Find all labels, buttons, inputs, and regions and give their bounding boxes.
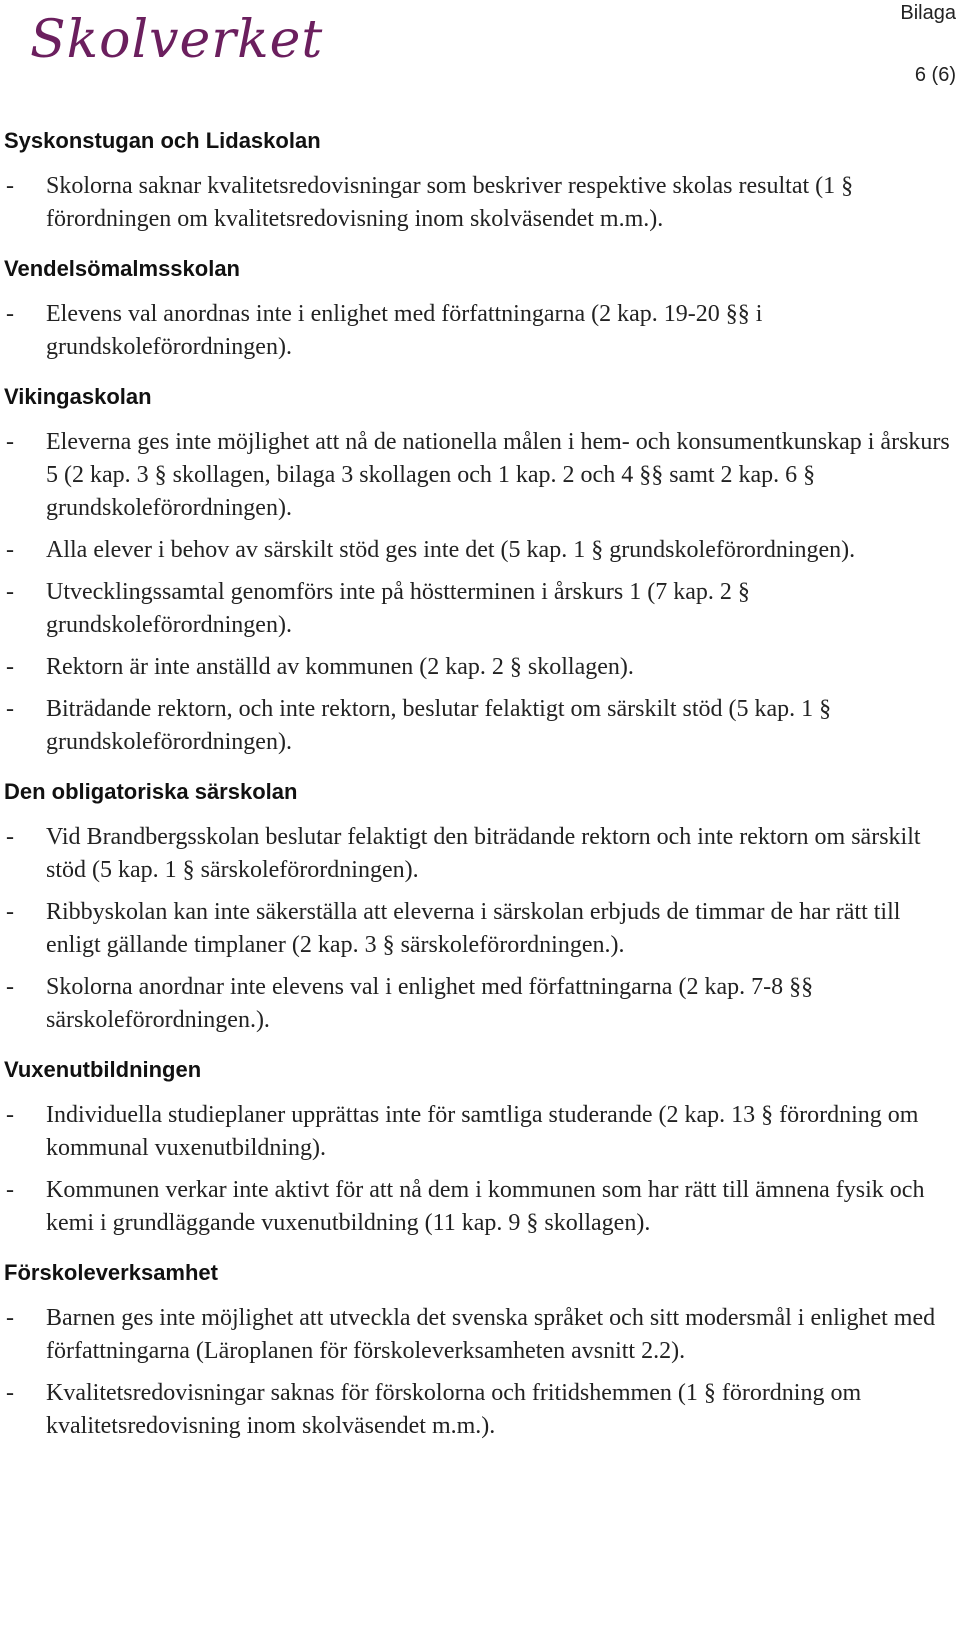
section-title: Förskoleverksamhet [4, 1260, 218, 1285]
section-title: Vendelsömalmsskolan [4, 256, 240, 281]
list-item: - Eleverna ges inte möjlighet att nå de nationella målen i hem- och konsumentkunskap i årskurs 5 (2 kap. 3 § skollagen, bilaga 3 skollagen och 1 kap. 2 och 4 §§ samt 2 kap. 6 § grundskoleförordningen). [4, 426, 954, 525]
section [4, 256, 954, 364]
finding-list [4, 821, 954, 1037]
page-header [0, 0, 960, 110]
section-title: Vuxenutbildningen [4, 1057, 202, 1082]
list-item: - Ribbyskolan kan inte säkerställa att eleverna i särskolan erbjuds de timmar de har rätt till enligt gällande timplaner (2 kap. 3 § särskoleförordningen.). [4, 896, 954, 962]
section [4, 1057, 954, 1240]
finding-list [4, 426, 954, 759]
list-item: - Individuella studieplaner upprättas inte för samtliga studerande (2 kap. 13 § förordning om kommunal vuxenutbildning). [4, 1099, 954, 1165]
list-item: - Kvalitetsredovisningar saknas för förskolorna och fritidshemmen (1 § förordning om kvalitetsredovisning inom skolväsendet m.m.). [4, 1377, 954, 1443]
section [4, 128, 954, 236]
list-item: - Kommunen verkar inte aktivt för att nå dem i kommunen som har rätt till ämnena fysik och kemi i grundläggande vuxenutbildning (11 kap. 9 § skollagen). [4, 1174, 954, 1240]
section [4, 384, 954, 759]
list-item: - Rektorn är inte anställd av kommunen (2 kap. 2 § skollagen). [4, 651, 954, 684]
section [4, 779, 954, 1037]
section-title: Syskonstugan och Lidaskolan [4, 128, 321, 153]
finding-list [4, 170, 954, 236]
list-item: - Skolorna saknar kvalitetsredovisningar som beskriver respektive skolas resultat (1 § förordningen om kvalitetsredovisning inom skolväsendet m.m.). [4, 170, 954, 236]
finding-list [4, 1099, 954, 1240]
list-item: - Alla elever i behov av särskilt stöd ges inte det (5 kap. 1 § grundskoleförordningen). [4, 534, 954, 567]
document-body [4, 128, 954, 1463]
document-type-label: Bilaga [900, 2, 956, 24]
finding-list [4, 1302, 954, 1443]
list-item: - Skolorna anordnar inte elevens val i enlighet med författningarna (2 kap. 7-8 §§ särskoleförordningen.). [4, 971, 954, 1037]
section-title: Vikingaskolan [4, 384, 152, 409]
page-number: 6 (6) [914, 64, 956, 86]
skolverket-logo: Skolverket [30, 10, 324, 70]
list-item: - Elevens val anordnas inte i enlighet med författningarna (2 kap. 19-20 §§ i grundskoleförordningen). [4, 298, 954, 364]
finding-list [4, 298, 954, 364]
list-item: - Vid Brandbergsskolan beslutar felaktigt den biträdande rektorn och inte rektorn om särskilt stöd (5 kap. 1 § särskoleförordningen). [4, 821, 954, 887]
section-title: Den obligatoriska särskolan [4, 779, 298, 804]
list-item: - Utvecklingssamtal genomförs inte på höstterminen i årskurs 1 (7 kap. 2 § grundskoleförordningen). [4, 576, 954, 642]
list-item: - Biträdande rektorn, och inte rektorn, beslutar felaktigt om särskilt stöd (5 kap. 1 § grundskoleförordningen). [4, 693, 954, 759]
list-item: - Barnen ges inte möjlighet att utveckla det svenska språket och sitt modersmål i enlighet med författningarna (Läroplanen för förskoleverksamheten avsnitt 2.2). [4, 1302, 954, 1368]
section [4, 1260, 954, 1443]
